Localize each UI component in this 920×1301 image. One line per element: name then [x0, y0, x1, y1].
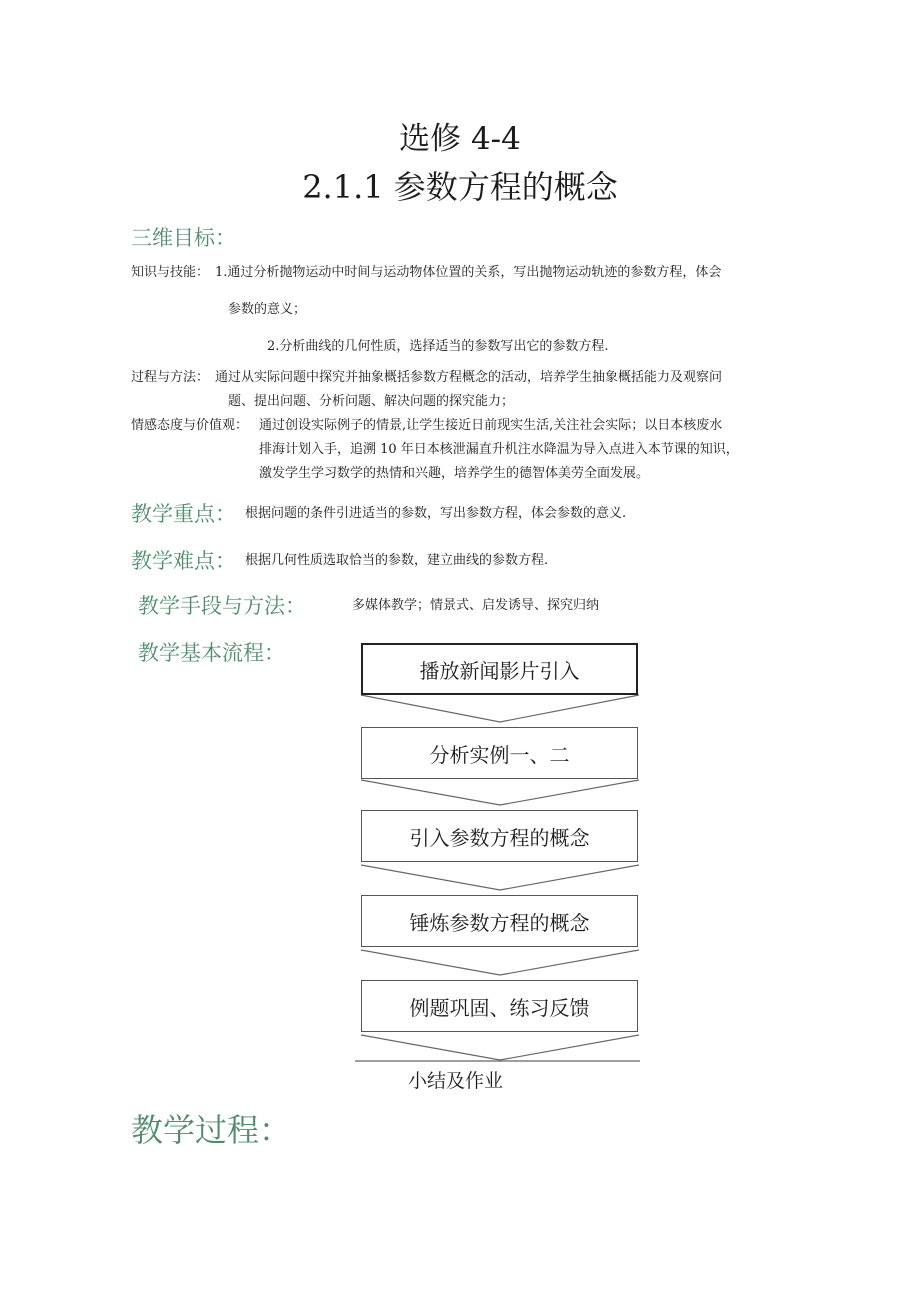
knowledge-label: 知识与技能：: [131, 265, 210, 280]
difficulty-text: 根据几何性质选取恰当的参数，建立曲线的参数方程.: [245, 553, 549, 568]
connector-arrow: [361, 1035, 639, 1060]
key-point-heading: 教学重点：: [131, 502, 236, 526]
knowledge-line-1b: 参数的意义；: [228, 302, 307, 317]
methods-text: 多媒体教学；情景式、启发诱导、探究归纳: [352, 598, 600, 613]
objectives-heading: 三维目标：: [131, 226, 236, 250]
methods-heading: 教学手段与方法：: [138, 594, 306, 618]
flow-step-3: [361, 810, 638, 862]
course-title: 选修 4-4: [399, 121, 521, 157]
connector-arrow: [361, 780, 639, 805]
flow-final-step: 小结及作业: [408, 1070, 504, 1092]
knowledge-line-2: 2.分析曲线的几何性质，选择适当的参数写出它的参数方程.: [267, 339, 609, 354]
lesson-title: 2.1.1 参数方程的概念: [302, 168, 618, 206]
key-point-text: 根据问题的条件引进适当的参数，写出参数方程，体会参数的意义.: [245, 506, 627, 521]
flow-step-label: 播放新闻影片引入: [419, 658, 580, 683]
process-method-line-b: 题、提出问题、分析问题、解决问题的探究能力；: [228, 394, 515, 409]
flow-heading: 教学基本流程：: [138, 641, 285, 665]
emotion-label: 情感态度与价值观：: [131, 418, 249, 433]
knowledge-line-1a: 1.通过分析抛物运动中时间与运动物体位置的关系，写出抛物运动轨迹的参数方程，体会: [215, 265, 722, 280]
flow-step-1: [361, 643, 638, 695]
emotion-line-a: 通过创设实际例子的情景,让学生接近日前现实生活,关注社会实际；以日本核废水: [259, 418, 723, 433]
flow-step-label: 锤炼参数方程的概念: [409, 910, 590, 935]
flow-step-label: 例题巩固、练习反馈: [409, 995, 590, 1020]
process-method-line-a: 通过从实际问题中探究并抽象概括参数方程概念的活动，培养学生抽象概括能力及观察问: [215, 370, 723, 385]
connector-arrow: [361, 865, 639, 890]
difficulty-heading: 教学难点：: [131, 549, 236, 573]
emotion-line-b: 排海计划入手，追溯 10 年日本核泄漏直升机注水降温为导入点进入本节课的知识，: [259, 442, 739, 457]
flow-step-2: [361, 727, 638, 779]
flow-step-label: 引入参数方程的概念: [409, 825, 590, 850]
connector-arrow: [361, 695, 639, 722]
process-method-label: 过程与方法：: [131, 370, 210, 385]
teaching-process-heading: 教学过程：: [131, 1111, 292, 1149]
connector-arrow: [361, 950, 639, 975]
flow-step-label: 分析实例一、二: [429, 742, 570, 767]
flow-step-5: [361, 980, 638, 1032]
flow-step-4: [361, 895, 638, 947]
emotion-line-c: 激发学生学习数学的热情和兴趣，培养学生的德智体美劳全面发展。: [259, 466, 650, 481]
